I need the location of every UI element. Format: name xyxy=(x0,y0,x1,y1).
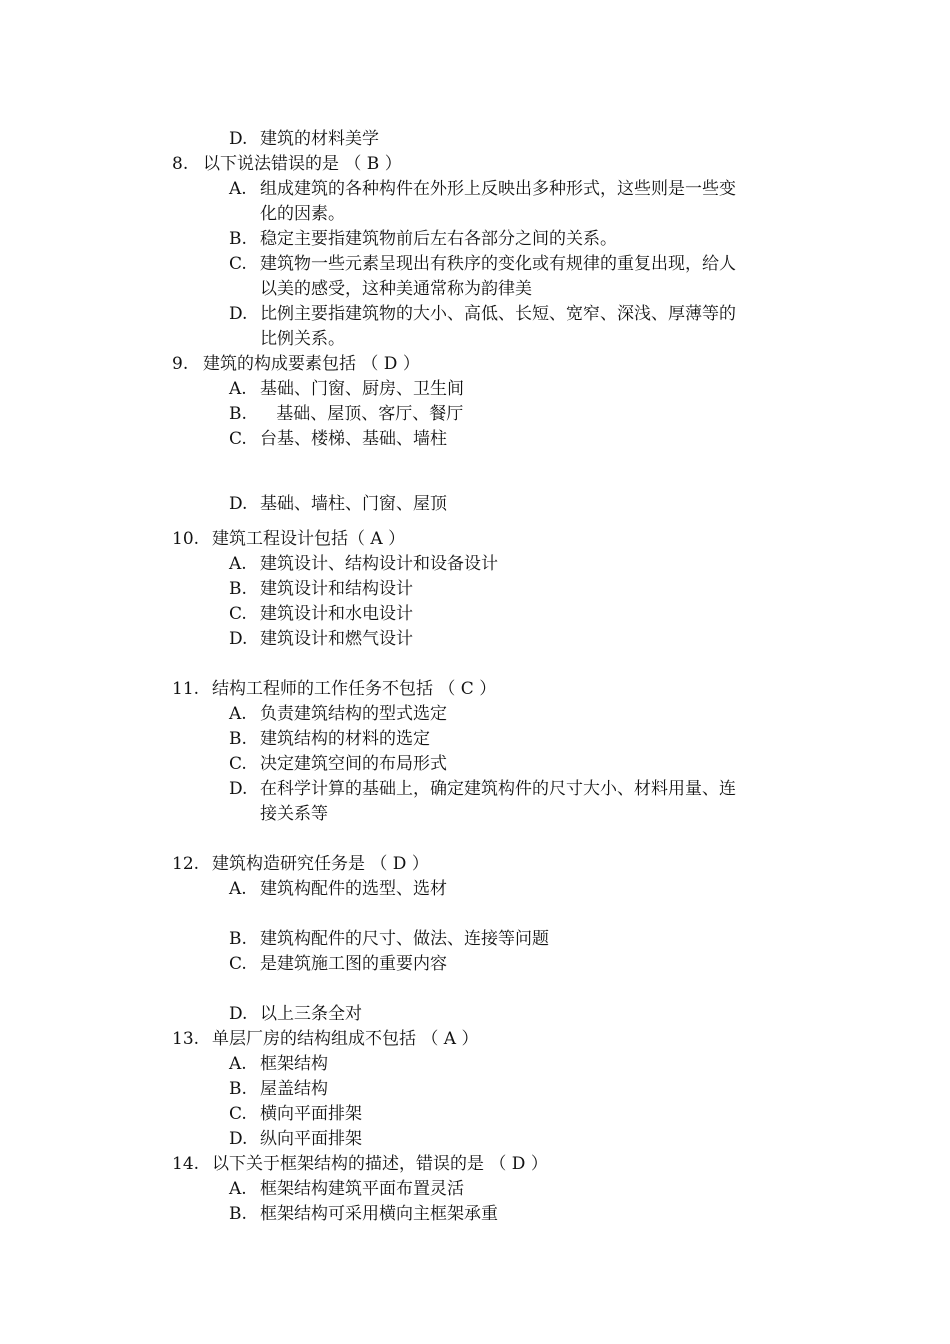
question-line xyxy=(172,677,496,702)
option-text: 建筑的材料美学 xyxy=(260,129,379,149)
question-number: 13. xyxy=(172,1029,200,1049)
option-continuation-line xyxy=(260,202,345,227)
question-text: 建筑构造研究任务是 （ D ） xyxy=(212,854,429,874)
option-label: A. xyxy=(229,1179,247,1199)
option-text: 横向平面排架 xyxy=(260,1104,362,1124)
option-line xyxy=(229,252,736,277)
option-line xyxy=(229,777,736,802)
option-text: 基础、屋顶、客厅、餐厅 xyxy=(260,404,464,424)
option-text: 建筑结构的材料的选定 xyxy=(260,729,430,749)
option-text: 建筑设计和结构设计 xyxy=(260,579,413,599)
question-text: 以下关于框架结构的描述，错误的是 （ D ） xyxy=(212,1154,548,1174)
option-label: B. xyxy=(229,404,247,424)
option-text: 是建筑施工图的重要内容 xyxy=(260,954,447,974)
option-label: B. xyxy=(229,579,247,599)
option-line xyxy=(229,627,413,652)
option-continuation-line xyxy=(260,327,345,352)
option-label: C. xyxy=(229,754,247,774)
option-label: B. xyxy=(229,1204,247,1224)
option-line xyxy=(229,552,498,577)
option-text: 框架结构建筑平面布置灵活 xyxy=(260,1179,464,1199)
option-label: A. xyxy=(229,704,247,724)
question-text: 建筑工程设计包括（ A ） xyxy=(212,529,406,549)
option-text: 比例主要指建筑物的大小、高低、长短、宽窄、深浅、厚薄等的 xyxy=(260,304,736,324)
option-line xyxy=(229,877,447,902)
option-text: 建筑构配件的选型、选材 xyxy=(260,879,447,899)
question-text: 建筑的构成要素包括 （ D ） xyxy=(203,354,420,374)
option-line xyxy=(229,1102,362,1127)
option-text: 比例关系。 xyxy=(260,329,345,349)
option-continuation-line xyxy=(260,277,532,302)
option-text: 组成建筑的各种构件在外形上反映出多种形式，这些则是一些变 xyxy=(260,179,736,199)
question-number: 14. xyxy=(172,1154,200,1174)
option-label: D. xyxy=(229,779,248,799)
option-text: 框架结构 xyxy=(260,1054,328,1074)
option-text: 建筑设计和水电设计 xyxy=(260,604,413,624)
option-label: A. xyxy=(229,554,247,574)
question-line xyxy=(172,527,405,552)
option-line xyxy=(229,927,549,952)
option-text: 接关系等 xyxy=(260,804,328,824)
option-continuation-line xyxy=(260,802,328,827)
option-label: D. xyxy=(229,494,248,514)
option-text: 稳定主要指建筑物前后左右各部分之间的关系。 xyxy=(260,229,617,249)
option-label: C. xyxy=(229,254,247,274)
option-line xyxy=(229,127,379,152)
option-line xyxy=(229,602,413,627)
question-number: 12. xyxy=(172,854,200,874)
option-line xyxy=(229,492,447,517)
option-line xyxy=(229,1127,362,1152)
option-label: C. xyxy=(229,604,247,624)
question-text: 以下说法错误的是 （ B ） xyxy=(203,154,402,174)
option-line xyxy=(229,1052,328,1077)
option-text: 建筑物一些元素呈现出有秩序的变化或有规律的重复出现，给人 xyxy=(260,254,736,274)
question-number: 8. xyxy=(172,154,189,174)
option-text: 在科学计算的基础上，确定建筑构件的尺寸大小、材料用量、连 xyxy=(260,779,736,799)
option-text: 决定建筑空间的布局形式 xyxy=(260,754,447,774)
option-label: D. xyxy=(229,129,248,149)
option-label: C. xyxy=(229,1104,247,1124)
option-label: A. xyxy=(229,879,247,899)
option-text: 建筑构配件的尺寸、做法、连接等问题 xyxy=(260,929,549,949)
option-line xyxy=(229,752,447,777)
option-label: B. xyxy=(229,729,247,749)
option-text: 建筑设计、结构设计和设备设计 xyxy=(260,554,498,574)
option-label: D. xyxy=(229,304,248,324)
option-label: D. xyxy=(229,1004,248,1024)
option-text: 负责建筑结构的型式选定 xyxy=(260,704,447,724)
option-line xyxy=(229,427,447,452)
option-label: C. xyxy=(229,429,247,449)
option-label: A. xyxy=(229,179,247,199)
question-line xyxy=(172,852,429,877)
question-line xyxy=(172,152,402,177)
option-text: 基础、门窗、厨房、卫生间 xyxy=(260,379,464,399)
option-line xyxy=(229,1077,328,1102)
option-line xyxy=(229,377,464,402)
option-line xyxy=(229,727,430,752)
option-label: A. xyxy=(229,379,247,399)
option-text: 化的因素。 xyxy=(260,204,345,224)
question-number: 11. xyxy=(172,679,200,699)
option-line xyxy=(229,302,736,327)
option-line xyxy=(229,227,617,252)
option-line xyxy=(229,577,413,602)
option-label: B. xyxy=(229,229,247,249)
option-line xyxy=(229,1002,362,1027)
option-label: D. xyxy=(229,629,248,649)
option-label: D. xyxy=(229,1129,248,1149)
option-label: B. xyxy=(229,929,247,949)
option-text: 屋盖结构 xyxy=(260,1079,328,1099)
option-line xyxy=(229,1177,464,1202)
question-line xyxy=(172,1027,479,1052)
option-text: 基础、墙柱、门窗、屋顶 xyxy=(260,494,447,514)
option-label: A. xyxy=(229,1054,247,1074)
option-text: 纵向平面排架 xyxy=(260,1129,362,1149)
option-text: 台基、楼梯、基础、墙柱 xyxy=(260,429,447,449)
question-line xyxy=(172,352,420,377)
question-line xyxy=(172,1152,548,1177)
question-number: 10. xyxy=(172,529,200,549)
option-text: 以上三条全对 xyxy=(260,1004,362,1024)
option-label: B. xyxy=(229,1079,247,1099)
option-line xyxy=(229,177,736,202)
question-text: 单层厂房的结构组成不包括 （ A ） xyxy=(212,1029,479,1049)
option-line xyxy=(229,402,463,427)
option-label: C. xyxy=(229,954,247,974)
option-text: 框架结构可采用横向主框架承重 xyxy=(260,1204,498,1224)
question-text: 结构工程师的工作任务不包括 （ C ） xyxy=(212,679,497,699)
question-number: 9. xyxy=(172,354,189,374)
option-line xyxy=(229,702,447,727)
option-line xyxy=(229,952,447,977)
option-text: 以美的感受，这种美通常称为韵律美 xyxy=(260,279,532,299)
option-text: 建筑设计和燃气设计 xyxy=(260,629,413,649)
option-line xyxy=(229,1202,498,1227)
